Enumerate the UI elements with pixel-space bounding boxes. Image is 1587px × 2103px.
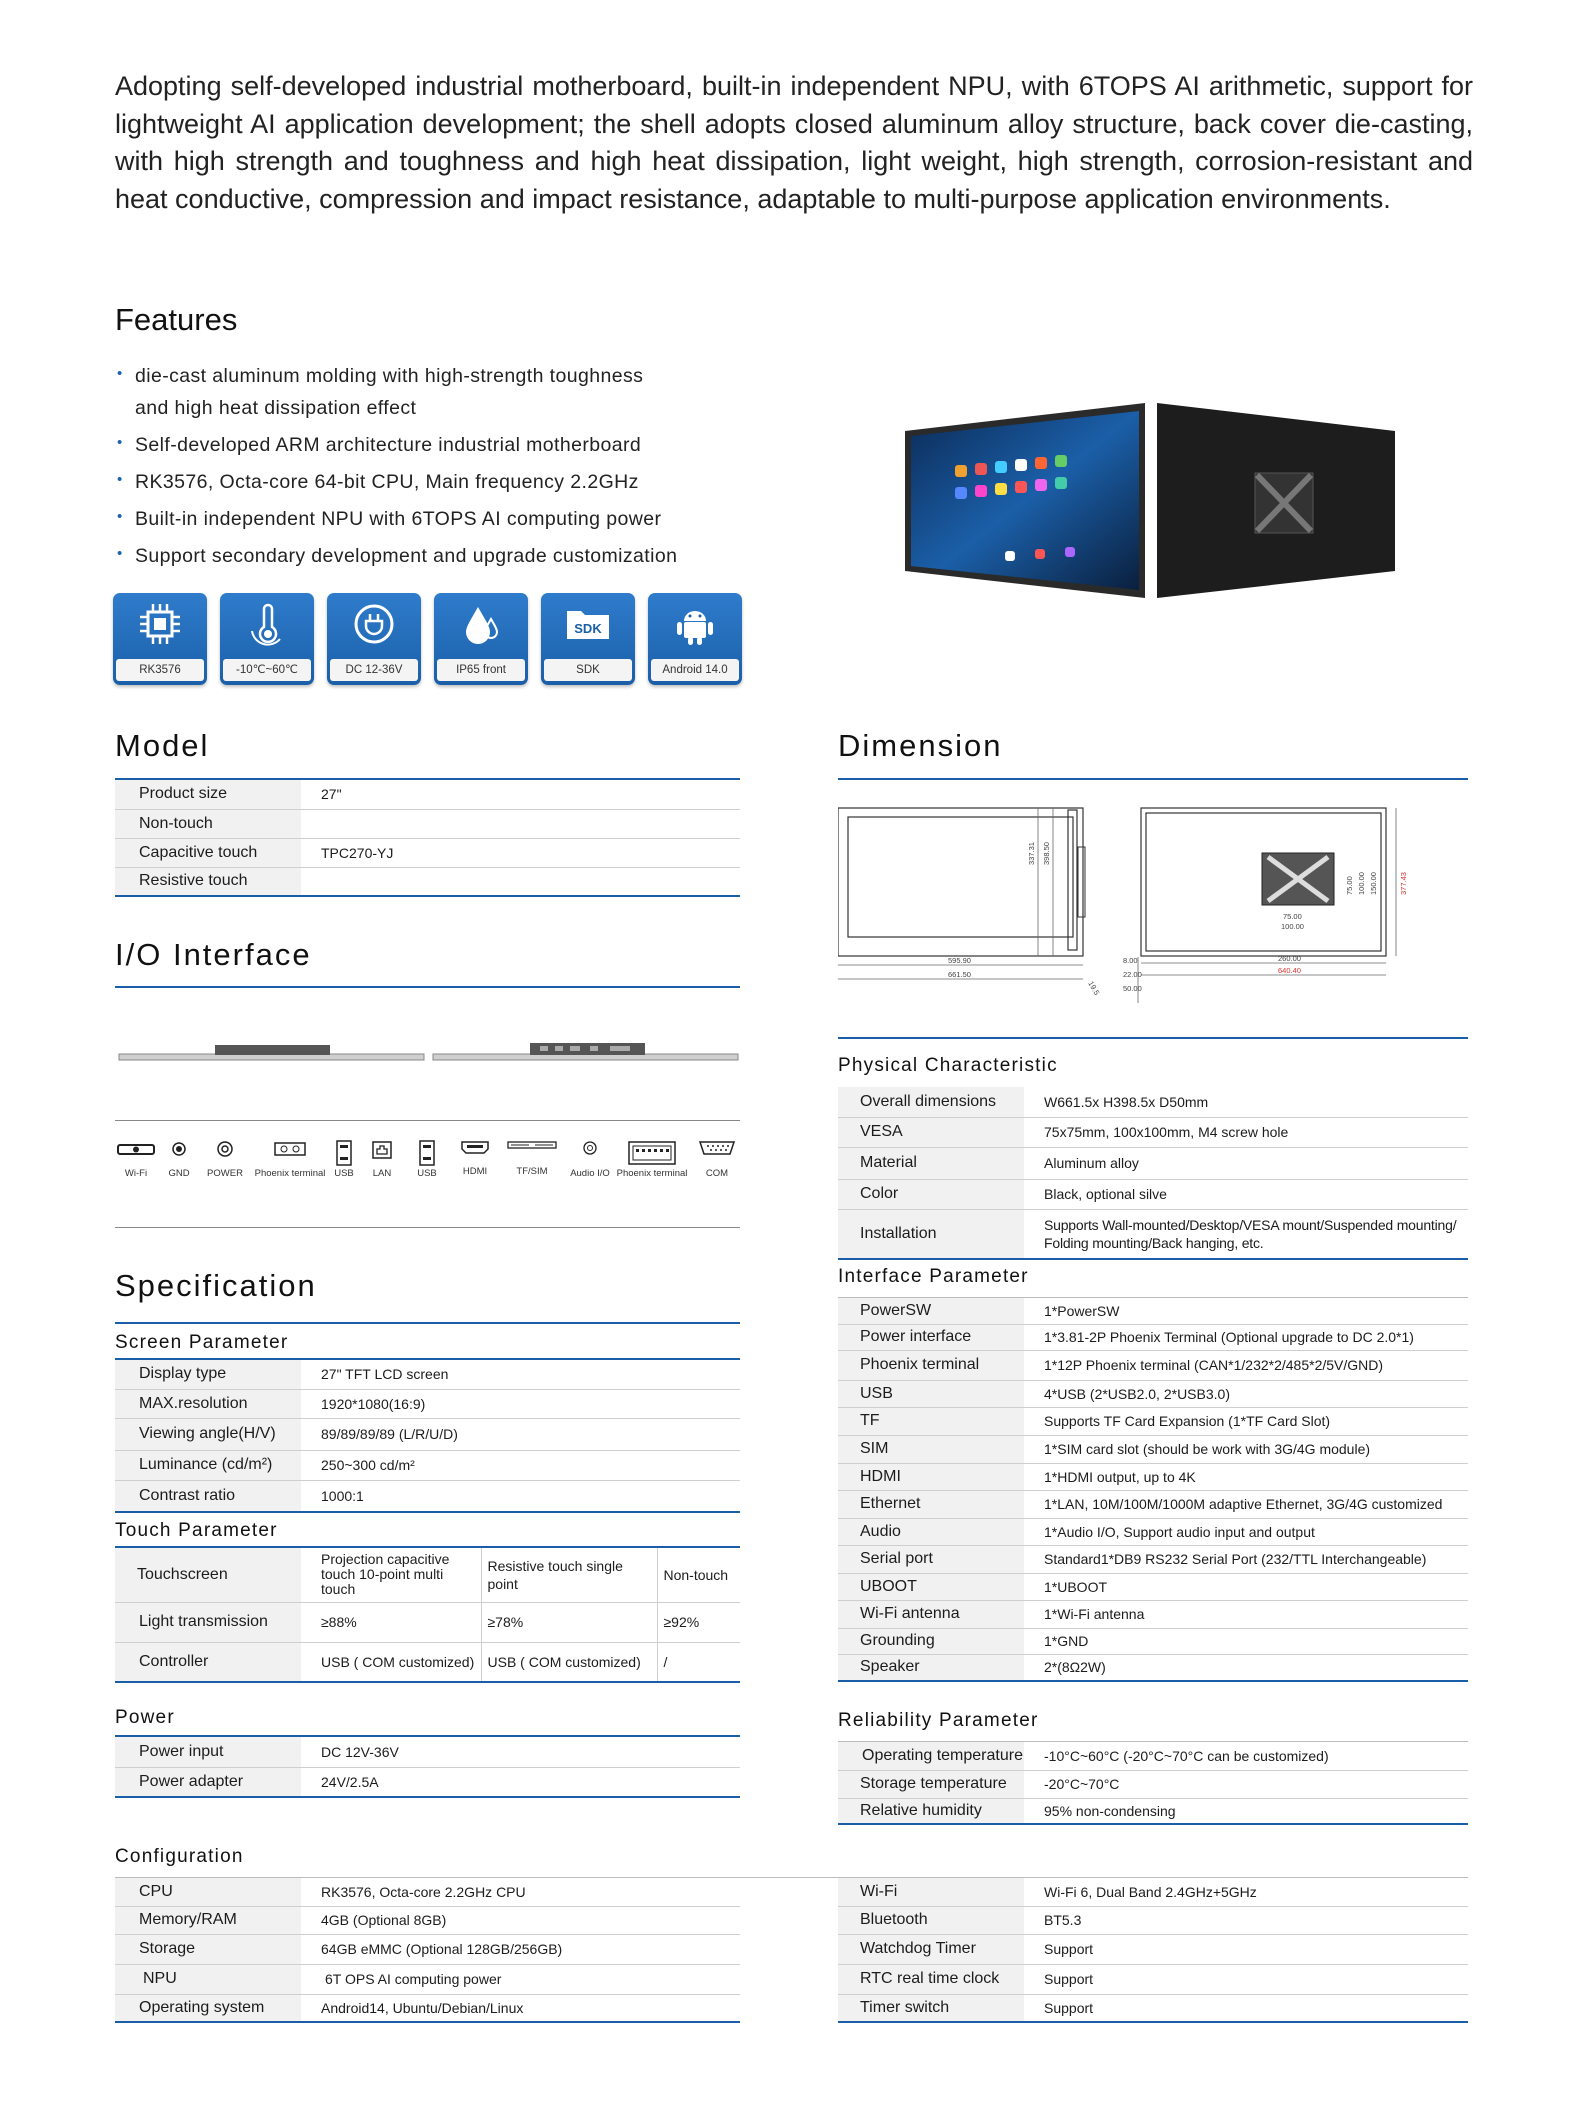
row-value: Support bbox=[1024, 1964, 1468, 1994]
port-gnd bbox=[165, 1140, 193, 1179]
row-value: DC 12V-36V bbox=[301, 1737, 740, 1767]
table-row bbox=[838, 1934, 1468, 1964]
touch-resistive: Resistive touch single point bbox=[481, 1548, 657, 1602]
port-label: LAN bbox=[372, 1168, 392, 1179]
row-key: Storage temperature bbox=[838, 1770, 1024, 1798]
screen-parameter-table bbox=[115, 1360, 740, 1513]
table-row bbox=[838, 1324, 1468, 1350]
chip-icon bbox=[137, 601, 183, 647]
row-key: TF bbox=[838, 1407, 1024, 1435]
table-row bbox=[838, 1147, 1468, 1179]
port-label: POWER bbox=[207, 1168, 243, 1179]
model-table bbox=[115, 780, 740, 897]
row-value: 1*Wi-Fi antenna bbox=[1024, 1600, 1468, 1628]
dim-label: 75.00 bbox=[1283, 912, 1302, 921]
dim-label: 595.90 bbox=[948, 956, 971, 965]
row-key: Contrast ratio bbox=[115, 1480, 301, 1512]
table-row bbox=[838, 1906, 1468, 1934]
row-value: -20°C~70°C bbox=[1024, 1770, 1468, 1798]
row-key: Serial port bbox=[838, 1545, 1024, 1573]
row-key: Speaker bbox=[838, 1654, 1024, 1681]
touch-none: Non-touch bbox=[657, 1548, 740, 1602]
power-button-icon bbox=[216, 1140, 234, 1158]
feature-item: • Built-in independent NPU with 6TOPS AI computing power bbox=[115, 503, 755, 535]
row-key: Power input bbox=[115, 1737, 301, 1767]
table-row bbox=[115, 1602, 740, 1642]
row-value: 27" bbox=[301, 780, 740, 809]
row-value: -10°C~60°C (-20°C~70°C can be customized) bbox=[1024, 1742, 1468, 1770]
table-row bbox=[115, 1878, 740, 1906]
dim-label: 377.43 bbox=[1399, 872, 1408, 895]
interface-title: Interface Parameter bbox=[838, 1266, 1029, 1287]
dim-label: 100.00 bbox=[1281, 922, 1304, 931]
feature-badge-cpu bbox=[113, 593, 207, 685]
table-row bbox=[838, 1628, 1468, 1654]
table-row bbox=[115, 809, 740, 838]
table-row bbox=[115, 1389, 740, 1418]
port-label: USB bbox=[334, 1168, 354, 1179]
row-key: Display type bbox=[115, 1360, 301, 1389]
feature-badge-temperature bbox=[220, 593, 314, 685]
row-key: Phoenix terminal bbox=[838, 1350, 1024, 1380]
table-row bbox=[838, 1490, 1468, 1518]
touch-parameter-table bbox=[115, 1548, 740, 1683]
port-tf-sim bbox=[505, 1140, 559, 1177]
row-key: VESA bbox=[838, 1117, 1024, 1147]
row-key: Wi-Fi bbox=[838, 1878, 1024, 1906]
dim-label: 8.00 bbox=[1123, 956, 1138, 965]
row-value: Standard1*DB9 RS232 Serial Port (232/TTL Interchangeable) bbox=[1024, 1545, 1468, 1573]
row-value: 1*HDMI output, up to 4K bbox=[1024, 1463, 1468, 1490]
row-value: ≥88% bbox=[301, 1602, 481, 1642]
table-row bbox=[115, 1964, 740, 1994]
table-row bbox=[838, 1654, 1468, 1681]
port-usb-1 bbox=[329, 1140, 359, 1179]
dimension-title: Dimension bbox=[838, 728, 1003, 763]
feature-badge-label: IP65 front bbox=[437, 659, 525, 681]
table-row bbox=[115, 1994, 740, 2022]
table-row bbox=[838, 1994, 1468, 2022]
row-key: Timer switch bbox=[838, 1994, 1024, 2022]
phoenix-terminal-icon bbox=[272, 1140, 308, 1158]
row-key: Luminance (cd/m²) bbox=[115, 1450, 301, 1480]
dim-label: 22.00 bbox=[1123, 970, 1142, 979]
row-key: Controller bbox=[115, 1642, 301, 1682]
intro-paragraph: Adopting self-developed industrial motherboard, built-in independent NPU, with 6TOPS AI arithmetic, support for lightweight AI application development; the shell adopts closed aluminum alloy structure, back cover die-casting, with high strength and toughness and high heat dissipation, light weight, high strength, corrosion-resistant and heat conductive, compression and impact resistance, adaptable to multi-purpose application environments. bbox=[115, 71, 1473, 214]
feature-badge-label: DC 12-36V bbox=[330, 659, 418, 681]
table-row bbox=[838, 1798, 1468, 1824]
row-value: 1*UBOOT bbox=[1024, 1573, 1468, 1600]
port-phoenix-power bbox=[251, 1140, 329, 1179]
table-row bbox=[115, 1767, 740, 1797]
table-row bbox=[838, 1878, 1468, 1906]
dim-label: 337.31 bbox=[1027, 842, 1036, 865]
row-key: Relative humidity bbox=[838, 1798, 1024, 1824]
features-list bbox=[115, 360, 755, 577]
table-row bbox=[838, 1407, 1468, 1435]
table-row bbox=[838, 1600, 1468, 1628]
feature-item: • Support secondary development and upgrade customization bbox=[115, 540, 755, 572]
row-key: Ethernet bbox=[838, 1490, 1024, 1518]
table-row bbox=[115, 867, 740, 896]
water-drop-icon bbox=[458, 601, 504, 647]
row-value: Supports Wall-mounted/Desktop/VESA mount/Suspended mounting/ Folding mounting/Back hanging, etc. bbox=[1024, 1209, 1468, 1259]
row-value: Support bbox=[1024, 1934, 1468, 1964]
row-value: Aluminum alloy bbox=[1024, 1147, 1468, 1179]
row-key: HDMI bbox=[838, 1463, 1024, 1490]
lan-port-icon bbox=[371, 1140, 393, 1160]
row-value: 89/89/89/89 (L/R/U/D) bbox=[301, 1418, 740, 1450]
row-value: 2*(8Ω2W) bbox=[1024, 1654, 1468, 1681]
db9-port-icon bbox=[698, 1140, 736, 1156]
row-key: Resistive touch bbox=[115, 867, 301, 896]
row-key: Memory/RAM bbox=[115, 1906, 301, 1934]
table-row bbox=[115, 1480, 740, 1512]
dimension-drawing bbox=[838, 805, 1468, 1010]
row-value: 4GB (Optional 8GB) bbox=[301, 1906, 740, 1934]
port-label: GND bbox=[168, 1168, 190, 1179]
port-wifi bbox=[115, 1140, 157, 1179]
dim-label: 100.00 bbox=[1357, 872, 1366, 895]
configuration-title: Configuration bbox=[115, 1846, 244, 1867]
row-key: Grounding bbox=[838, 1628, 1024, 1654]
row-key: Power interface bbox=[838, 1324, 1024, 1350]
feature-item: • die-cast aluminum molding with high-strength toughness and high heat dissipation effect bbox=[115, 360, 675, 424]
row-value: 75x75mm, 100x100mm, M4 screw hole bbox=[1024, 1117, 1468, 1147]
row-key: Material bbox=[838, 1147, 1024, 1179]
row-value: / bbox=[657, 1642, 740, 1682]
row-value: 6T OPS AI computing power bbox=[301, 1964, 740, 1994]
table-row bbox=[838, 1380, 1468, 1407]
feature-badge-android bbox=[648, 593, 742, 685]
row-value: 24V/2.5A bbox=[301, 1767, 740, 1797]
port-label: Phoenix terminal bbox=[254, 1168, 326, 1179]
row-key: RTC real time clock bbox=[838, 1964, 1024, 1994]
table-row bbox=[838, 1179, 1468, 1209]
card-slot-icon bbox=[507, 1140, 557, 1150]
dim-label: 150.00 bbox=[1369, 872, 1378, 895]
port-phoenix-12p bbox=[615, 1140, 689, 1179]
row-key: MAX.resolution bbox=[115, 1389, 301, 1418]
row-value: RK3576, Octa-core 2.2GHz CPU bbox=[301, 1878, 740, 1906]
feature-badge-label: -10℃~60℃ bbox=[223, 659, 311, 681]
row-value bbox=[301, 867, 740, 896]
row-value: 95% non-condensing bbox=[1024, 1798, 1468, 1824]
row-key: Product size bbox=[115, 780, 301, 809]
row-value: 64GB eMMC (Optional 128GB/256GB) bbox=[301, 1934, 740, 1964]
row-key: UBOOT bbox=[838, 1573, 1024, 1600]
phoenix-terminal-icon bbox=[627, 1140, 677, 1166]
row-key: Non-touch bbox=[115, 809, 301, 838]
row-value: 1*SIM card slot (should be work with 3G/4G module) bbox=[1024, 1435, 1468, 1463]
row-key: Bluetooth bbox=[838, 1906, 1024, 1934]
dimension-bottom-line bbox=[838, 1037, 1468, 1039]
row-value: ≥78% bbox=[481, 1602, 657, 1642]
table-row bbox=[115, 1450, 740, 1480]
row-value: 1*3.81-2P Phoenix Terminal (Optional upgrade to DC 2.0*1) bbox=[1024, 1324, 1468, 1350]
port-label: Audio I/O bbox=[570, 1168, 610, 1179]
table-row bbox=[838, 1298, 1468, 1324]
usb-port-icon bbox=[418, 1140, 436, 1166]
row-value: 250~300 cd/m² bbox=[301, 1450, 740, 1480]
table-row bbox=[115, 1737, 740, 1767]
io-title: I/O Interface bbox=[115, 937, 312, 972]
row-value: BT5.3 bbox=[1024, 1906, 1468, 1934]
row-key: USB bbox=[838, 1380, 1024, 1407]
port-power bbox=[203, 1140, 247, 1179]
row-value: Supports TF Card Expansion (1*TF Card Slot) bbox=[1024, 1407, 1468, 1435]
dim-label: 75.00 bbox=[1345, 876, 1354, 895]
features-title: Features bbox=[115, 302, 238, 337]
product-monitor-image bbox=[905, 403, 1395, 603]
row-value: USB ( COM customized) bbox=[301, 1642, 481, 1682]
port-hdmi bbox=[455, 1140, 495, 1177]
usb-port-icon bbox=[335, 1140, 353, 1166]
row-key: Overall dimensions bbox=[838, 1087, 1024, 1117]
feature-item: • Self-developed ARM architecture industrial motherboard bbox=[115, 429, 755, 461]
port-label: Phoenix terminal bbox=[616, 1168, 688, 1179]
io-bottom-line bbox=[115, 1227, 740, 1228]
power-table bbox=[115, 1737, 740, 1798]
touch-parameter-title: Touch Parameter bbox=[115, 1520, 278, 1541]
io-ports bbox=[115, 1140, 740, 1210]
feature-badge-sdk bbox=[541, 593, 635, 685]
table-row bbox=[838, 1742, 1468, 1770]
row-key: NPU bbox=[115, 1964, 301, 1994]
feature-badge-power bbox=[327, 593, 421, 685]
feature-icon-row bbox=[113, 593, 742, 685]
svg-text:SDK: SDK bbox=[574, 621, 602, 636]
table-row bbox=[115, 1418, 740, 1450]
physical-title: Physical Characteristic bbox=[838, 1055, 1058, 1076]
dim-label: 260.00 bbox=[1278, 954, 1301, 963]
row-value: ≥92% bbox=[657, 1602, 740, 1642]
configuration-table-right bbox=[838, 1878, 1468, 2023]
row-value: 1*LAN, 10M/100M/1000M adaptive Ethernet, 3G/4G customized bbox=[1024, 1490, 1468, 1518]
feature-item: • RK3576, Octa-core 64-bit CPU, Main frequency 2.2GHz bbox=[115, 466, 755, 498]
row-key: Capacitive touch bbox=[115, 838, 301, 867]
row-value bbox=[301, 809, 740, 838]
feature-badge-label: RK3576 bbox=[116, 659, 204, 681]
row-key: Operating temperature bbox=[838, 1742, 1024, 1770]
feature-badge-label: SDK bbox=[544, 659, 632, 681]
table-row bbox=[115, 1906, 740, 1934]
power-title: Power bbox=[115, 1707, 175, 1728]
reliability-title: Reliability Parameter bbox=[838, 1710, 1039, 1731]
dimension-divider bbox=[838, 778, 1468, 780]
row-value: Support bbox=[1024, 1994, 1468, 2022]
screen-parameter-title: Screen Parameter bbox=[115, 1332, 289, 1353]
io-separator bbox=[115, 1120, 740, 1121]
table-row bbox=[838, 1350, 1468, 1380]
row-key: Watchdog Timer bbox=[838, 1934, 1024, 1964]
audio-jack-icon bbox=[582, 1140, 598, 1156]
row-value: Android14, Ubuntu/Debian/Linux bbox=[301, 1994, 740, 2022]
table-row bbox=[838, 1435, 1468, 1463]
row-value: 1000:1 bbox=[301, 1480, 740, 1512]
table-row bbox=[115, 1548, 740, 1602]
hdmi-port-icon bbox=[460, 1140, 490, 1154]
dim-label: 661.50 bbox=[948, 970, 971, 979]
thermometer-icon bbox=[244, 601, 290, 647]
port-com bbox=[695, 1140, 739, 1179]
row-value: 1*Audio I/O, Support audio input and output bbox=[1024, 1518, 1468, 1545]
row-value: 27" TFT LCD screen bbox=[301, 1360, 740, 1389]
table-row bbox=[838, 1209, 1468, 1259]
android-icon bbox=[672, 601, 718, 647]
sdk-folder-icon bbox=[565, 601, 611, 647]
row-key: Power adapter bbox=[115, 1767, 301, 1797]
row-value: 1920*1080(16:9) bbox=[301, 1389, 740, 1418]
row-value: USB ( COM customized) bbox=[481, 1642, 657, 1682]
row-value: TPC270-YJ bbox=[301, 838, 740, 867]
interface-table bbox=[838, 1298, 1468, 1682]
wifi-antenna-icon bbox=[116, 1140, 156, 1158]
row-value: 1*GND bbox=[1024, 1628, 1468, 1654]
row-key: Wi-Fi antenna bbox=[838, 1600, 1024, 1628]
table-row bbox=[838, 1463, 1468, 1490]
touch-capacitive: Projection capacitive touch 10-point multi touch bbox=[301, 1548, 481, 1602]
feature-badge-label: Android 14.0 bbox=[651, 659, 739, 681]
dim-label: 19.5 bbox=[1086, 979, 1102, 997]
dim-label: 640.40 bbox=[1278, 966, 1301, 975]
table-row bbox=[838, 1964, 1468, 1994]
screen-divider bbox=[115, 1322, 740, 1324]
port-label: USB bbox=[417, 1168, 437, 1179]
table-row bbox=[838, 1770, 1468, 1798]
specification-title: Specification bbox=[115, 1268, 317, 1303]
port-usb-2 bbox=[412, 1140, 442, 1179]
row-key: Light transmission bbox=[115, 1602, 301, 1642]
model-title: Model bbox=[115, 728, 210, 763]
io-divider bbox=[115, 986, 740, 988]
port-label: Wi-Fi bbox=[124, 1168, 148, 1179]
port-lan bbox=[367, 1140, 397, 1179]
row-key: CPU bbox=[115, 1878, 301, 1906]
row-value: 1*12P Phoenix terminal (CAN*1/232*2/485*2/5V/GND) bbox=[1024, 1350, 1468, 1380]
table-row bbox=[838, 1087, 1468, 1117]
row-key: Operating system bbox=[115, 1994, 301, 2022]
row-key: Color bbox=[838, 1179, 1024, 1209]
power-plug-icon bbox=[351, 601, 397, 647]
io-side-view-image bbox=[115, 1035, 740, 1075]
row-value: 1*PowerSW bbox=[1024, 1298, 1468, 1324]
row-value: W661.5x H398.5x D50mm bbox=[1024, 1087, 1468, 1117]
row-key: Viewing angle(H/V) bbox=[115, 1418, 301, 1450]
row-key: PowerSW bbox=[838, 1298, 1024, 1324]
table-row bbox=[838, 1573, 1468, 1600]
table-row bbox=[115, 1642, 740, 1682]
row-key: Storage bbox=[115, 1934, 301, 1964]
feature-badge-ip65 bbox=[434, 593, 528, 685]
table-row bbox=[115, 1934, 740, 1964]
row-value: 4*USB (2*USB2.0, 2*USB3.0) bbox=[1024, 1380, 1468, 1407]
ground-icon bbox=[170, 1140, 188, 1158]
table-row bbox=[838, 1545, 1468, 1573]
reliability-table bbox=[838, 1742, 1468, 1825]
dim-label: 398.50 bbox=[1042, 842, 1051, 865]
port-label: TF/SIM bbox=[516, 1166, 548, 1177]
physical-table bbox=[838, 1087, 1468, 1260]
row-key: Touchscreen bbox=[115, 1548, 301, 1602]
table-row bbox=[838, 1117, 1468, 1147]
table-row bbox=[115, 838, 740, 867]
row-key: Audio bbox=[838, 1518, 1024, 1545]
table-row bbox=[115, 1360, 740, 1389]
port-label: HDMI bbox=[462, 1166, 488, 1177]
row-value: Black, optional silve bbox=[1024, 1179, 1468, 1209]
table-row bbox=[115, 780, 740, 809]
table-row bbox=[838, 1518, 1468, 1545]
configuration-table-left bbox=[115, 1878, 740, 2023]
port-audio bbox=[567, 1140, 613, 1179]
port-label: COM bbox=[705, 1168, 729, 1179]
row-key: SIM bbox=[838, 1435, 1024, 1463]
row-value: Wi-Fi 6, Dual Band 2.4GHz+5GHz bbox=[1024, 1878, 1468, 1906]
dim-label: 50.00 bbox=[1123, 984, 1142, 993]
row-key: Installation bbox=[838, 1209, 1024, 1259]
